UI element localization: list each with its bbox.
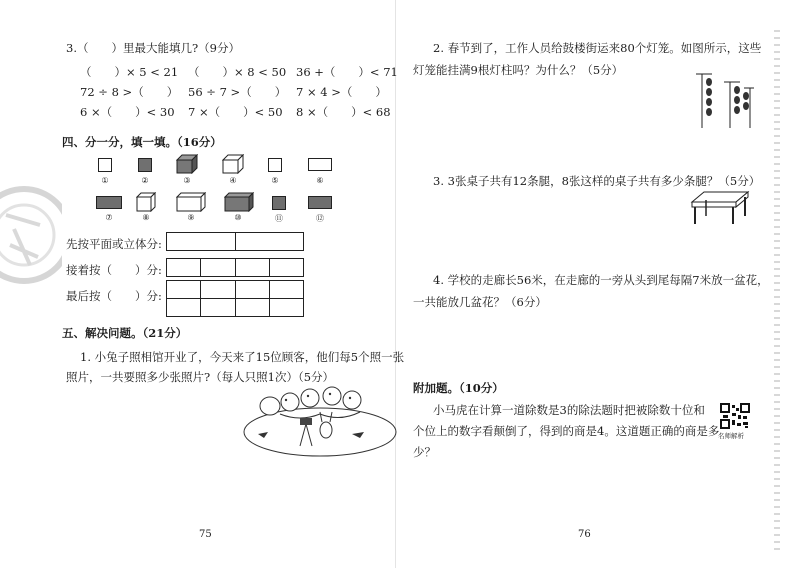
page-number-right: 76: [578, 529, 591, 540]
section-five-title: 五、解决问题。（21分）: [62, 326, 188, 340]
answer-cell[interactable]: [201, 299, 235, 317]
problem-text: 4. 学校的走廊长56米，在走廊的一旁从头到尾每隔7米放一盆花，: [433, 273, 769, 287]
expr-item: （ ）× 5 < 21: [80, 65, 179, 79]
expr-item: 8 ×（ ）< 68: [296, 105, 391, 119]
page-number-left: 75: [199, 529, 212, 540]
shape-square-shaded: [138, 158, 152, 172]
answer-grid-1: [166, 232, 304, 251]
expr-item: 72 ÷ 8 >（ ）: [80, 85, 179, 99]
shape-label: ①: [101, 176, 109, 185]
expr-item: 7 ×（ ）< 50: [188, 105, 283, 119]
answer-cell[interactable]: [201, 281, 235, 299]
shape-label: ⑦: [105, 213, 113, 222]
answer-cell[interactable]: [269, 281, 303, 299]
shape-cube: [222, 154, 244, 174]
problem-text: 1. 小兔子照相馆开业了，今天来了15位顾客，他们每5个照一张: [80, 350, 405, 364]
answer-cell[interactable]: [235, 233, 304, 251]
shape-label: ⑪: [275, 214, 283, 223]
shape-square-shaded: [272, 196, 286, 210]
shape-label: ⑧: [142, 213, 150, 222]
classify-row-label: 接着按（ ）分:: [66, 263, 162, 277]
shape-label: ⑤: [271, 176, 279, 185]
left-q3-title: 3.（ ）里最大能填几?（9分）: [66, 41, 240, 55]
classify-row-label: 先按平面或立体分:: [66, 237, 162, 251]
shape-label: ③: [183, 176, 191, 185]
rabbit-photo-illustration: [240, 384, 400, 460]
problem-text: 灯笼能挂满9根灯柱吗？为什么？（5分）: [413, 63, 624, 77]
shape-rectangle: [308, 158, 332, 171]
shape-label: ④: [229, 176, 237, 185]
bonus-title: 附加题。（10分）: [413, 381, 504, 395]
section-four-title: 四、分一分，填一填。（16分）: [62, 135, 222, 149]
expr-item: （ ）× 8 < 50: [188, 65, 287, 79]
expr-item: 7 × 4 >（ ）: [296, 85, 387, 99]
problem-text: 一共能放几盆花？（6分）: [413, 295, 547, 309]
answer-cell[interactable]: [167, 281, 201, 299]
shape-label: ⑨: [187, 213, 195, 222]
answer-cell[interactable]: [167, 259, 201, 277]
shape-cube-shaded: [176, 154, 198, 174]
shape-cube: [136, 192, 156, 212]
answer-cell[interactable]: [235, 259, 269, 277]
stamp-watermark: [0, 165, 62, 305]
problem-text: 少？: [413, 445, 436, 459]
answer-cell[interactable]: [167, 233, 236, 251]
problem-text: 个位上的数字看颠倒了，得到的商是4。这道题正确的商是多: [413, 424, 720, 438]
answer-cell[interactable]: [269, 299, 303, 317]
answer-cell[interactable]: [235, 299, 269, 317]
answer-grid-3: [166, 280, 304, 317]
expr-item: 56 ÷ 7 >（ ）: [188, 85, 287, 99]
problem-text: 照片，一共要照多少张照片?（每人只照1次）（5分）: [66, 370, 335, 384]
shape-cuboid: [176, 192, 206, 212]
expr-item: 6 ×（ ）< 30: [80, 105, 175, 119]
problem-text: 小马虎在计算一道除数是3的除法题时把被除数十位和: [433, 403, 705, 417]
qr-caption: 名师解析: [718, 432, 744, 440]
shape-square: [98, 158, 112, 172]
answer-cell[interactable]: [201, 259, 235, 277]
shape-label: ⑩: [234, 213, 242, 222]
table-illustration: [690, 190, 750, 226]
classify-row-label: 最后按（ ）分:: [66, 289, 162, 303]
shape-label: ⑫: [316, 214, 324, 223]
problem-text: 3. 3张桌子共有12条腿，8张这样的桌子共有多少条腿？（5分）: [433, 174, 761, 188]
shape-label: ②: [141, 176, 149, 185]
shape-cuboid-shaded: [224, 192, 254, 212]
shape-label: ⑥: [316, 176, 324, 185]
shape-rectangle-shaded: [308, 196, 332, 209]
problem-text: 2. 春节到了，工作人员给鼓楼街运来80个灯笼。如图所示，这些: [433, 41, 762, 55]
expr-item: 36 +（ ）< 71: [296, 65, 398, 79]
shape-square: [268, 158, 282, 172]
lantern-poles-illustration: [690, 70, 758, 130]
answer-cell[interactable]: [235, 281, 269, 299]
page-edge-mark: [774, 30, 780, 550]
answer-cell[interactable]: [167, 299, 201, 317]
answer-cell[interactable]: [269, 259, 303, 277]
page-spine: [395, 0, 396, 568]
qr-code-icon[interactable]: [720, 403, 750, 429]
shape-rectangle-shaded: [96, 196, 122, 209]
answer-grid-2: [166, 258, 304, 277]
